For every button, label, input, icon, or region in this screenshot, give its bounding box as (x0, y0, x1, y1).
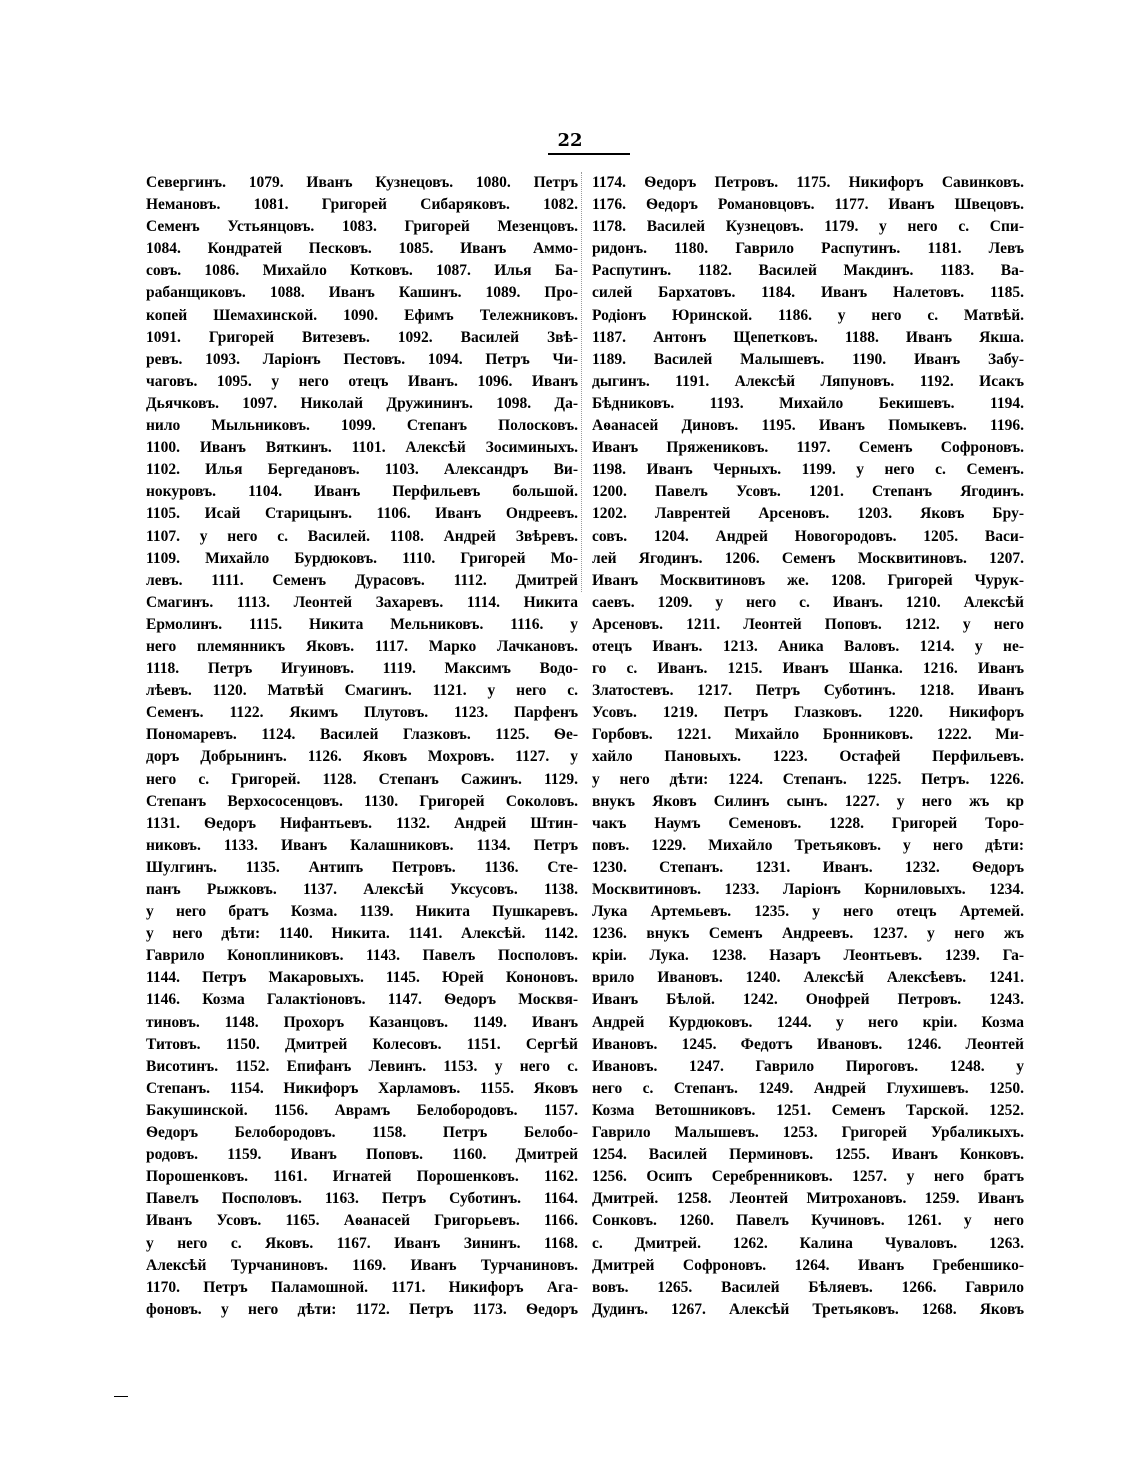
text-line: Павелъ Посполовъ. 1163. Петръ Суботинъ. 1164. (146, 1190, 578, 1208)
text-line: 1200. Павелъ Усовъ. 1201. Степанъ Ягодинъ. (592, 483, 1024, 501)
text-line: Иванъ Бѣлой. 1242. Онофрей Петровъ. 1243. (592, 991, 1024, 1009)
text-line: Дудинъ. 1267. Алексѣй Третьяковъ. 1268. Яковъ (592, 1300, 1024, 1318)
text-line: у него дѣти: 1224. Степанъ. 1225. Петръ. 1226. (592, 770, 1024, 788)
page-number-underline (548, 153, 630, 155)
text-line: лей Ягодинъ. 1206. Семенъ Москвитиновъ. 1207. (592, 549, 1024, 567)
text-line: совъ. 1086. Михайло Котковъ. 1087. Илья Ба- (146, 262, 578, 280)
text-line: Дьячковъ. 1097. Николай Дружининъ. 1098. Да- (146, 394, 578, 412)
text-line: Распутинъ. 1182. Василей Макдинъ. 1183. Ва- (592, 262, 1024, 280)
text-line: Усовъ. 1219. Петръ Глазковъ. 1220. Никифоръ (592, 704, 1024, 722)
text-line: 1198. Иванъ Черныхъ. 1199. у него с. Семенъ. (592, 461, 1024, 479)
text-line: родовъ. 1159. Иванъ Поповъ. 1160. Дмитрей (146, 1146, 578, 1164)
text-line: нило Мыльниковъ. 1099. Степанъ Полосковъ. (146, 417, 578, 435)
text-line: Дмитрей Софроновъ. 1264. Иванъ Гребеншико- (592, 1256, 1024, 1274)
text-line: 1131. Ѳедоръ Нифантьевъ. 1132. Андрей Штин- (146, 814, 578, 832)
text-line: тиновъ. 1148. Прохоръ Казанцовъ. 1149. Иванъ (146, 1013, 578, 1031)
text-line: Семенъ. 1122. Якимъ Плутовъ. 1123. Парфенъ (146, 704, 578, 722)
text-line: чаговъ. 1095. у него отецъ Иванъ. 1096. Иванъ (146, 372, 578, 390)
text-line: Родіонъ Юринской. 1186. у него с. Матвѣй. (592, 306, 1024, 324)
text-line: 1100. Иванъ Вяткинъ. 1101. Алексѣй Зосиминыхъ. (146, 439, 578, 457)
text-line: саевъ. 1209. у него с. Иванъ. 1210. Алексѣй (592, 593, 1024, 611)
text-line: него племянникъ Яковъ. 1117. Марко Лачкановъ. (146, 637, 578, 655)
text-line: Степанъ. 1154. Никифоръ Харламовъ. 1155. Яковъ (146, 1079, 578, 1097)
text-line: Дмитрей. 1258. Леонтей Митрохановъ. 1259. Иванъ (592, 1190, 1024, 1208)
text-line: хайло Пановыхъ. 1223. Остафей Перфильевъ. (592, 748, 1024, 766)
text-line: Аѳанасей Диновъ. 1195. Иванъ Помыкевъ. 1196. (592, 417, 1024, 435)
text-line: 1176. Ѳедоръ Романовцовъ. 1177. Иванъ Швецовъ. (592, 196, 1024, 214)
text-line: совъ. 1204. Андрей Новогородовъ. 1205. Васи- (592, 527, 1024, 545)
text-line: внукъ Яковъ Силинъ сынъ. 1227. у него жъ кр (592, 792, 1024, 810)
text-line: 1187. Антонъ Щепетковъ. 1188. Иванъ Якша. (592, 328, 1024, 346)
text-line: рабанщиковъ. 1088. Иванъ Кашинъ. 1089. Про- (146, 284, 578, 302)
text-line: 1146. Козма Галактіоновъ. 1147. Ѳедоръ Москвя- (146, 991, 578, 1009)
text-line: никовъ. 1133. Иванъ Калашниковъ. 1134. Петръ (146, 836, 578, 854)
text-line: Горбовъ. 1221. Михайло Бронниковъ. 1222. Ми- (592, 726, 1024, 744)
text-line: отецъ Иванъ. 1213. Аника Валовъ. 1214. у не- (592, 637, 1024, 655)
text-line: Порошенковъ. 1161. Игнатей Порошенковъ. 1162. (146, 1168, 578, 1186)
text-line: 1178. Василей Кузнецовъ. 1179. у него с. Спи- (592, 218, 1024, 236)
text-line: Гаврило Малышевъ. 1253. Григорей Урбаликыхъ. (592, 1124, 1024, 1142)
text-line: 1102. Илья Бергедановъ. 1103. Александръ Ви- (146, 461, 578, 479)
text-line: 1084. Кондратей Песковъ. 1085. Иванъ Аммо- (146, 240, 578, 258)
text-line: доръ Добрынинъ. 1126. Яковъ Мохровъ. 1127. у (146, 748, 578, 766)
text-line: Ѳедоръ Белобородовъ. 1158. Петръ Белобо- (146, 1124, 578, 1142)
text-line: Сонковъ. 1260. Павелъ Кучиновъ. 1261. у него (592, 1212, 1024, 1230)
text-line: 1091. Григорей Витезевъ. 1092. Василей Звѣ- (146, 328, 578, 346)
text-line: Титовъ. 1150. Дмитрей Колесовъ. 1151. Сергѣй (146, 1035, 578, 1053)
text-line: Иванъ Пряжениковъ. 1197. Семенъ Софроновъ. (592, 439, 1024, 457)
text-line: 1254. Василей Перминовъ. 1255. Иванъ Конковъ. (592, 1146, 1024, 1164)
right-column (592, 172, 1024, 1321)
text-line: у него дѣти: 1140. Никита. 1141. Алексѣй. 1142. (146, 925, 578, 943)
text-line: панъ Рыжковъ. 1137. Алексѣй Уксусовъ. 1138. (146, 881, 578, 898)
margin-mark (114, 1396, 128, 1397)
text-line: 1174. Ѳедоръ Петровъ. 1175. Никифоръ Савинковъ. (592, 174, 1024, 191)
text-line: чакъ Наумъ Семеновъ. 1228. Григорей Торо- (592, 814, 1024, 832)
column-divider (581, 172, 584, 592)
text-line: ревъ. 1093. Ларіонъ Пестовъ. 1094. Петръ Чи- (146, 350, 578, 368)
text-line: Иванъ Москвитиновъ же. 1208. Григорей Чурук- (592, 571, 1024, 589)
text-line: 1189. Василей Малышевъ. 1190. Иванъ Забу- (592, 350, 1024, 368)
text-line: Златостевъ. 1217. Петръ Суботинъ. 1218. Иванъ (592, 682, 1024, 700)
text-line: 1256. Осипъ Серебренниковъ. 1257. у него братъ (592, 1168, 1024, 1186)
text-line: 1144. Петръ Макаровыхъ. 1145. Юрей Кононовъ. (146, 969, 578, 987)
text-line: Немановъ. 1081. Григорей Сибаряковъ. 1082. (146, 196, 578, 214)
text-line: 1170. Петръ Паламошной. 1171. Никифоръ Ага- (146, 1278, 578, 1296)
text-line: Козма Ветошниковъ. 1251. Семенъ Тарской. 1252. (592, 1101, 1024, 1119)
text-line: 1109. Михайло Бурдюковъ. 1110. Григорей Мо- (146, 549, 578, 567)
text-line: Иванъ Усовъ. 1165. Аѳанасей Григорьевъ. 1166. (146, 1212, 578, 1230)
text-line: Лука Артемьевъ. 1235. у него отецъ Артемей. (592, 903, 1024, 921)
text-line: нокуровъ. 1104. Иванъ Перфильевъ большой. (146, 483, 578, 501)
text-line: Ермолинъ. 1115. Никита Мельниковъ. 1116. у (146, 615, 578, 633)
text-line: 1236. внукъ Семенъ Андреевъ. 1237. у него жъ (592, 925, 1024, 943)
text-line: вовъ. 1265. Василей Бѣляевъ. 1266. Гаврило (592, 1278, 1024, 1296)
text-line: крiи. Лука. 1238. Назаръ Леонтьевъ. 1239. Га- (592, 947, 1024, 965)
text-line: 1118. Петръ Игуиновъ. 1119. Максимъ Водо- (146, 660, 578, 678)
text-line: него с. Григорей. 1128. Степанъ Сажинъ. 1129. (146, 770, 578, 788)
text-line: лѣевъ. 1120. Матвѣй Смагинъ. 1121. у него с. (146, 682, 578, 700)
text-line: ридонъ. 1180. Гаврило Распутинъ. 1181. Левъ (592, 240, 1024, 258)
text-line: Степанъ Верхососенцовъ. 1130. Григорей Соколовъ. (146, 792, 578, 810)
text-line: 1105. Исай Старицынъ. 1106. Иванъ Ондреевъ. (146, 505, 578, 523)
text-line: Пономаревъ. 1124. Василей Глазковъ. 1125. Ѳе- (146, 726, 578, 744)
text-line: 1107. у него с. Василей. 1108. Андрей Звѣревъ. (146, 527, 578, 545)
text-line: левъ. 1111. Семенъ Дурасовъ. 1112. Дмитрей (146, 571, 578, 589)
text-line: Севергинъ. 1079. Иванъ Кузнецовъ. 1080. Петръ (146, 174, 578, 191)
text-line: 1230. Степанъ. 1231. Иванъ. 1232. Ѳедоръ (592, 858, 1024, 876)
text-line: Семенъ Устьянцовъ. 1083. Григорей Мезенцовъ. (146, 218, 578, 236)
text-line: Алексѣй Турчаниновъ. 1169. Иванъ Турчаниновъ. (146, 1256, 578, 1274)
text-line: Арсеновъ. 1211. Леонтей Поповъ. 1212. у него (592, 615, 1024, 633)
text-line: 1202. Лаврентей Арсеновъ. 1203. Яковъ Бру- (592, 505, 1024, 523)
text-line: копей Шемахинской. 1090. Ефимъ Тележниковъ. (146, 306, 578, 324)
left-column (146, 172, 578, 1321)
text-line: повъ. 1229. Михайло Третьяковъ. у него дѣти: (592, 836, 1024, 854)
text-line: Висотинъ. 1152. Епифанъ Левинъ. 1153. у него с. (146, 1057, 578, 1075)
text-line: с. Дмитрей. 1262. Калина Чуваловъ. 1263. (592, 1234, 1024, 1252)
text-line: Шулгинъ. 1135. Антипъ Петровъ. 1136. Сте- (146, 858, 578, 876)
text-line: Смагинъ. 1113. Леонтей Захаревъ. 1114. Никита (146, 593, 578, 611)
text-line: фоновъ. у него дѣти: 1172. Петръ 1173. Ѳедоръ (146, 1300, 578, 1318)
text-line: у него братъ Козма. 1139. Никита Пушкаревъ. (146, 903, 578, 921)
text-line: силей Бархатовъ. 1184. Иванъ Налетовъ. 1185. (592, 284, 1024, 302)
text-line: Москвитиновъ. 1233. Ларіонъ Корниловыхъ. 1234. (592, 881, 1024, 898)
page-number: 22 (557, 130, 583, 151)
text-line: Ивановъ. 1245. Федотъ Ивановъ. 1246. Леонтей (592, 1035, 1024, 1053)
text-line: дыгинъ. 1191. Алексѣй Ляпуновъ. 1192. Исакъ (592, 372, 1024, 390)
text-line: него с. Степанъ. 1249. Андрей Глухишевъ. 1250. (592, 1079, 1024, 1097)
text-line: Бѣдниковъ. 1193. Михайло Бекишевъ. 1194. (592, 394, 1024, 412)
text-line: Ивановъ. 1247. Гаврило Пироговъ. 1248. у (592, 1057, 1024, 1075)
text-line: Андрей Курдюковъ. 1244. у него крiи. Козма (592, 1013, 1024, 1031)
text-line: врило Ивановъ. 1240. Алексѣй Алексѣевъ. 1241. (592, 969, 1024, 987)
text-line: у него с. Яковъ. 1167. Иванъ Зининъ. 1168. (146, 1234, 578, 1252)
text-line: го с. Иванъ. 1215. Иванъ Шанка. 1216. Иванъ (592, 660, 1024, 678)
text-line: Бакушинской. 1156. Аврамъ Белобородовъ. 1157. (146, 1101, 578, 1119)
text-line: Гаврило Коноплиниковъ. 1143. Павелъ Посполовъ. (146, 947, 578, 965)
